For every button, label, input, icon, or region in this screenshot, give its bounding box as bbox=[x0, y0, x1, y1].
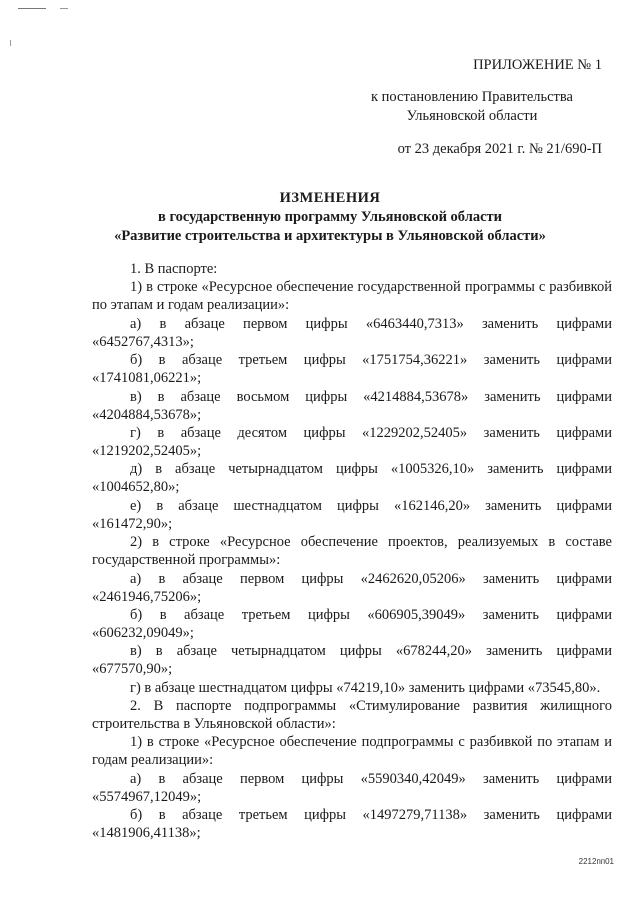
decree-reference-line2: Ульяновской области bbox=[406, 108, 538, 124]
paragraph: а) в абзаце первом цифры «5590340,42049» заменить цифрами «5574967,12049»; bbox=[92, 770, 612, 805]
paragraph: д) в абзаце четырнадцатом цифры «1005326,10» заменить цифрами «1004652,80»; bbox=[92, 461, 612, 496]
paragraph: в) в абзаце восьмом цифры «4214884,53678» заменить цифрами «4204884,53678»; bbox=[92, 388, 612, 423]
paragraph: 1. В паспорте: bbox=[130, 261, 218, 277]
paragraph: б) в абзаце третьем цифры «606905,39049» заменить цифрами «606232,09049»; bbox=[92, 606, 612, 641]
paragraph: 1) в строке «Ресурсное обеспечение подпрограммы с разбивкой по этапам и годам реализации»: bbox=[92, 734, 612, 769]
scan-mark-top bbox=[18, 8, 46, 9]
scan-mark-top-short bbox=[60, 8, 68, 9]
paragraph: в) в абзаце четырнадцатом цифры «678244,20» заменить цифрами «677570,90»; bbox=[92, 643, 612, 678]
paragraph: а) в абзаце первом цифры «6463440,7313» заменить цифрами «6452767,4313»; bbox=[92, 315, 612, 350]
document-title: ИЗМЕНЕНИЯ bbox=[279, 190, 381, 206]
decree-reference bbox=[342, 88, 602, 126]
document-body bbox=[92, 260, 612, 843]
paragraph: е) в абзаце шестнадцатом цифры «162146,20» заменить цифрами «161472,90»; bbox=[92, 497, 612, 532]
paragraph: а) в абзаце первом цифры «2462620,05206» заменить цифрами «2461946,75206»; bbox=[92, 570, 612, 605]
paragraph: 1) в строке «Ресурсное обеспечение государственной программы с разбивкой по этапам и годам реализации»: bbox=[92, 279, 612, 314]
annex-label: ПРИЛОЖЕНИЕ № 1 bbox=[473, 57, 602, 73]
scan-mark-left bbox=[10, 40, 11, 46]
paragraph: 2. В паспорте подпрограммы «Стимулирование развития жилищного строительства в Ульяновской области»: bbox=[92, 698, 612, 733]
document-subtitle-line2: «Развитие строительства и архитектуры в Ульяновской области» bbox=[114, 228, 546, 244]
decree-date-number: от 23 декабря 2021 г. № 21/690-П bbox=[397, 141, 602, 157]
paragraph: 2) в строке «Ресурсное обеспечение проектов, реализуемых в составе государственной программы»: bbox=[92, 534, 612, 569]
paragraph: б) в абзаце третьем цифры «1497279,71138» заменить цифрами «1481906,41138»; bbox=[92, 807, 612, 842]
paragraph: г) в абзаце десятом цифры «1229202,52405» заменить цифрами «1219202,52405»; bbox=[92, 424, 612, 459]
paragraph: б) в абзаце третьем цифры «1751754,36221» заменить цифрами «1741081,06221»; bbox=[92, 352, 612, 387]
decree-reference-line1: к постановлению Правительства bbox=[371, 89, 573, 105]
footer-document-code: 2212пп01 bbox=[578, 857, 614, 866]
paragraph: г) в абзаце шестнадцатом цифры «74219,10» заменить цифрами «73545,80». bbox=[130, 679, 601, 696]
document-subtitle-line1: в государственную программу Ульяновской области bbox=[157, 209, 502, 225]
